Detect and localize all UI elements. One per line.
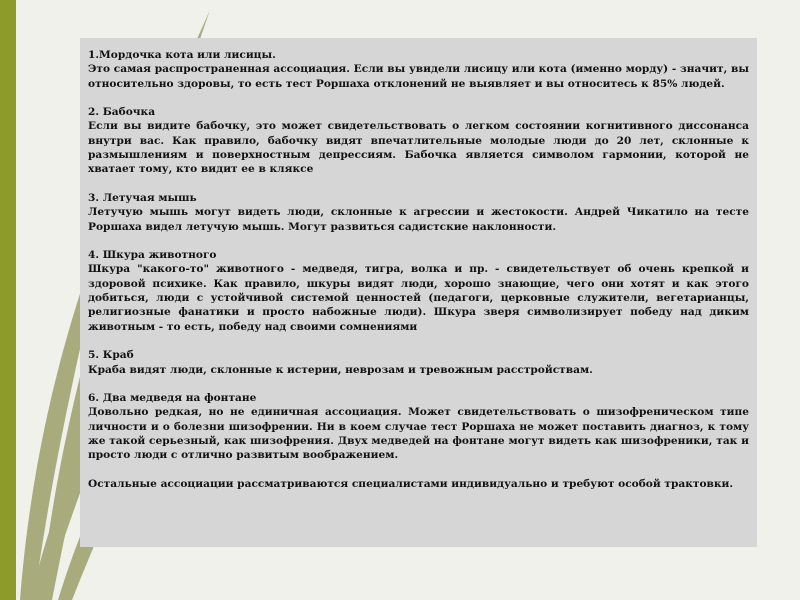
- closing-text: Остальные ассоциации рассматриваются специалистами индивидуально и требуют особой трактовки.: [88, 477, 734, 490]
- section-title: 5. Краб: [88, 349, 134, 362]
- text-box: [80, 38, 757, 547]
- section-body: Если вы видите бабочку, это может свидетельствовать о легком состоянии когнитивного диссонанса внутри вас. Как правило, бабочку видят впечатлительные молодые люди до 20 лет, склонные к размышлениям и поверхностным депрессиям. Бабочка является символом гармонии, которой не хватает тому, кто видит ее в кляксе: [88, 120, 749, 176]
- section-title: 1.Мордочка кота или лисицы.: [88, 49, 276, 61]
- closing-note: [88, 477, 749, 491]
- section-1: [88, 48, 749, 91]
- section-title: 6. Два медведя на фонтане: [88, 392, 257, 405]
- section-6: [88, 391, 749, 462]
- left-accent-bar: [0, 0, 16, 600]
- section-title: 3. Летучая мышь: [88, 191, 197, 204]
- section-body: Летучую мышь могут видеть люди, склонные к агрессии и жестокости. Андрей Чикатило на тесте Роршаха видел летучую мышь. Могут развиться садистские наклонности.: [88, 206, 749, 233]
- section-5: [88, 348, 749, 377]
- section-title: 4. Шкура животного: [88, 249, 217, 262]
- section-2: [88, 105, 749, 176]
- section-body: Краба видят люди, склонные к истерии, неврозам и тревожным расстройствам.: [88, 363, 593, 376]
- section-title: 2. Бабочка: [88, 106, 156, 119]
- section-body: Довольно редкая, но не единичная ассоциация. Может свидетельствовать о шизофреническом типе личности и о болезни шизофрении. Ни в коем случае тест Роршаха не может поставить диагноз, к тому же такой серьезный, как шизофрения. Двух медведей на фонтане могут видеть как шизофреники, так и просто люди с отлично развитым воображением.: [88, 406, 749, 462]
- section-body: Это самая распространенная ассоциация. Если вы увидели лисицу или кота (именно морду) - значит, вы относительно здоровы, то есть тест Роршаха отклонений не выявляет и вы относитесь к 85% людей.: [88, 63, 749, 90]
- section-4: [88, 248, 749, 334]
- section-3: [88, 191, 749, 234]
- section-body: Шкура "какого-то" животного - медведя, тигра, волка и пр. - свидетельствует об очень крепкой и здоровой психике. Как правило, шкуры видят люди, хорошо знающие, чего они хотят и как этого добиться, люди с устойчивой системой ценностей (педагоги, церковные служители, вегетарианцы, религиозные фанатики и просто набожные люди). Шкура зверя символизирует победу над диким животным - то есть, победу над своими сомнениями: [88, 263, 749, 333]
